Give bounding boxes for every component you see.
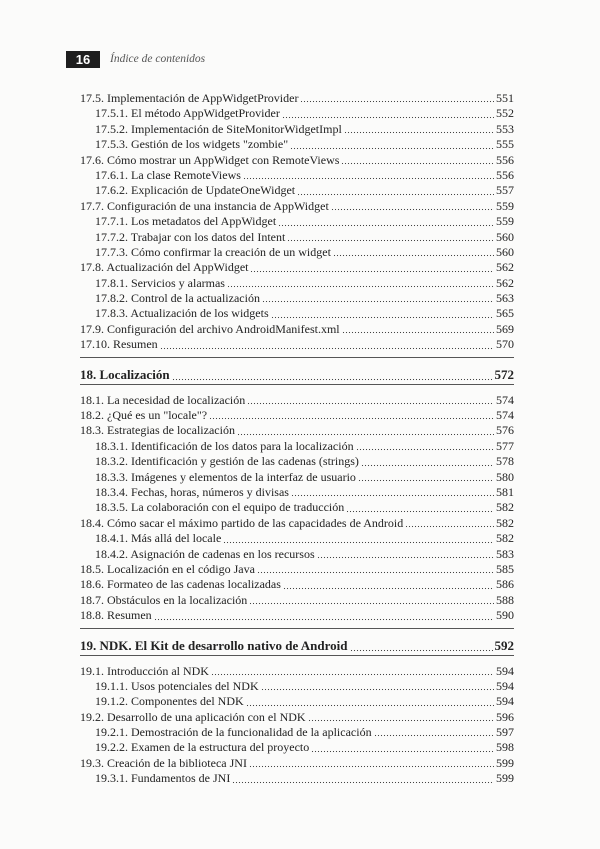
toc-entry (80, 91, 514, 106)
dot-leader (271, 309, 494, 319)
toc-entry (80, 423, 514, 438)
dot-leader (243, 170, 494, 180)
dot-leader (356, 441, 494, 451)
toc-entry-page: 574 (496, 408, 514, 423)
toc-entry (80, 276, 514, 291)
toc-entry-page: 583 (496, 546, 514, 561)
toc-entry-title: 19.2.1. Demostración de la funcionalidad de la aplicación (95, 725, 372, 740)
toc-entry-page: 570 (496, 337, 514, 352)
dot-leader (283, 580, 494, 590)
dot-leader (344, 124, 494, 134)
page-header (66, 50, 205, 68)
dot-leader (291, 487, 494, 497)
dot-leader (160, 340, 494, 350)
toc-entry-page: 551 (496, 91, 514, 105)
dot-leader (290, 140, 494, 150)
dot-leader (172, 371, 493, 381)
toc-entry-page: 557 (496, 183, 514, 198)
toc-entry-page: 559 (496, 198, 514, 213)
toc-entry-title: 18.3.5. La colaboración con el equipo de traducción (95, 500, 345, 515)
toc-entry-page: 599 (496, 771, 514, 786)
dot-leader (257, 564, 494, 574)
toc-chapter-entry (80, 637, 514, 655)
toc-entry (80, 531, 514, 546)
dot-leader (247, 395, 494, 405)
toc-entry-title: 18.3.2. Identificación y gestión de las cadenas (strings) (95, 454, 359, 469)
toc-entry (80, 740, 514, 755)
toc-entry (80, 230, 514, 245)
dot-leader (300, 93, 494, 103)
dot-leader (209, 410, 494, 420)
toc-entry-title: 18.1. La necesidad de localización (80, 392, 246, 407)
toc-entry (80, 337, 514, 352)
dot-leader (223, 534, 494, 544)
toc-entry (80, 245, 514, 260)
toc-entry-page: 563 (496, 291, 514, 306)
toc-entry-page: 572 (494, 366, 514, 382)
toc-entry-title: 18.7. Obstáculos en la localización (80, 592, 248, 607)
toc-entry-title: 18.8. Resumen (80, 608, 152, 623)
toc-chapter-entry (80, 366, 514, 384)
toc-entry-title: 18.5. Localización en el código Java (80, 561, 255, 576)
toc-entry-page: 586 (496, 577, 514, 592)
toc-entry-title: 17.9. Configuración del archivo AndroidManifest.xml (80, 321, 340, 336)
chapter-divider (80, 384, 514, 385)
toc-entry (80, 679, 514, 694)
dot-leader (237, 426, 494, 436)
dot-leader (297, 186, 494, 196)
toc-entry-title: 19.1. Introducción al NDK (80, 663, 209, 678)
toc-entry (80, 664, 514, 679)
dot-leader (287, 232, 494, 242)
toc-entry-title: 19.2.2. Examen de la estructura del proyecto (95, 740, 310, 755)
dot-leader (374, 727, 494, 737)
toc-entry-title: 17.8.2. Control de la actualización (95, 291, 260, 306)
toc-entry (80, 439, 514, 454)
toc-entry-page: 585 (496, 561, 514, 576)
toc-entry-page: 565 (496, 306, 514, 321)
dot-leader (358, 472, 494, 482)
toc-entry-title: 17.5.2. Implementación de SiteMonitorWidgetImpl (95, 121, 342, 136)
dot-leader (311, 743, 494, 753)
toc-entry-title: 18.4.2. Asignación de cadenas en los recursos (95, 546, 315, 561)
toc-entry-page: 590 (496, 608, 514, 623)
toc-entry-title: 17.6. Cómo mostrar un AppWidget con RemoteViews (80, 152, 340, 167)
chapter-divider (80, 655, 514, 656)
toc-entry (80, 322, 514, 337)
toc-entry-title: 17.5. Implementación de AppWidgetProvider (80, 91, 299, 105)
toc-entry-page: 555 (496, 137, 514, 152)
dot-leader (361, 457, 494, 467)
toc-entry (80, 183, 514, 198)
dot-leader (154, 611, 494, 621)
dot-leader (250, 263, 494, 273)
toc-entry-page: 582 (496, 500, 514, 515)
toc-entry-page: 556 (496, 152, 514, 167)
toc-entry (80, 106, 514, 121)
toc-entry-title: 17.7.1. Los metadatos del AppWidget (95, 214, 277, 229)
dot-leader (261, 681, 494, 691)
toc-entry-title: 17.8.3. Actualización de los widgets (95, 306, 269, 321)
toc-entry-title: 18. Localización (80, 366, 170, 382)
toc-entry (80, 168, 514, 183)
toc-entry-page: 580 (496, 469, 514, 484)
toc-entry-title: 18.4. Cómo sacar el máximo partido de las capacidades de Android (80, 515, 404, 530)
dot-leader (249, 758, 494, 768)
toc-entry (80, 485, 514, 500)
toc-entry (80, 199, 514, 214)
toc-entry-page: 588 (496, 592, 514, 607)
toc-entry-page: 594 (496, 678, 514, 693)
dot-leader (405, 518, 494, 528)
toc-entry-title: 17.5.1. El método AppWidgetProvider (95, 106, 280, 121)
toc-entry (80, 500, 514, 515)
table-of-contents (80, 91, 514, 787)
toc-entry-page: 596 (496, 709, 514, 724)
toc-entry (80, 393, 514, 408)
toc-entry (80, 408, 514, 423)
dot-leader (232, 774, 494, 784)
toc-entry (80, 291, 514, 306)
toc-entry-page: 582 (496, 531, 514, 546)
dot-leader (342, 324, 494, 334)
toc-entry-page: 592 (494, 637, 514, 653)
dot-leader (333, 247, 494, 257)
page-number: 16 (66, 51, 100, 68)
toc-entry (80, 470, 514, 485)
toc-entry-title: 18.3. Estrategias de localización (80, 423, 235, 438)
toc-entry (80, 153, 514, 168)
toc-entry (80, 771, 514, 786)
toc-entry-page: 556 (496, 167, 514, 182)
toc-entry (80, 260, 514, 275)
toc-entry (80, 577, 514, 592)
toc-entry (80, 306, 514, 321)
toc-entry-page: 578 (496, 454, 514, 469)
toc-entry-page: 560 (496, 244, 514, 259)
toc-entry-title: 19.3. Creación de la biblioteca JNI (80, 755, 247, 770)
toc-entry (80, 137, 514, 152)
toc-entry-page: 594 (496, 663, 514, 678)
dot-leader (278, 217, 494, 227)
toc-entry (80, 694, 514, 709)
toc-entry-title: 18.2. ¿Qué es un "locale"? (80, 408, 208, 423)
toc-entry (80, 608, 514, 623)
toc-entry (80, 122, 514, 137)
toc-entry-title: 18.3.3. Imágenes y elementos de la interfaz de usuario (95, 469, 356, 484)
toc-entry-title: 19.1.1. Usos potenciales del NDK (95, 678, 259, 693)
toc-entry-page: 581 (496, 484, 514, 499)
toc-entry-title: 18.4.1. Más allá del locale (95, 531, 222, 546)
toc-entry-title: 17.8. Actualización del AppWidget (80, 260, 249, 275)
toc-entry-title: 19.2. Desarrollo de una aplicación con el NDK (80, 709, 306, 724)
dot-leader (211, 666, 494, 676)
toc-entry (80, 547, 514, 562)
dot-leader (317, 549, 494, 559)
toc-entry (80, 710, 514, 725)
toc-entry-page: 559 (496, 214, 514, 229)
toc-entry (80, 593, 514, 608)
dot-leader (262, 293, 494, 303)
toc-entry-page: 576 (496, 423, 514, 438)
toc-entry (80, 725, 514, 740)
toc-entry-page: 569 (496, 321, 514, 336)
toc-entry-title: 17.7.2. Trabajar con los datos del Intent (95, 229, 286, 244)
toc-entry-title: 17.6.1. La clase RemoteViews (95, 167, 241, 182)
toc-entry-title: 17.8.1. Servicios y alarmas (95, 275, 225, 290)
dot-leader (282, 109, 494, 119)
dot-leader (249, 595, 494, 605)
toc-entry-page: 598 (496, 740, 514, 755)
toc-entry-page: 553 (496, 121, 514, 136)
toc-entry-title: 17.7. Configuración de una instancia de AppWidget (80, 198, 329, 213)
toc-entry-title: 17.7.3. Cómo confirmar la creación de un widget (95, 244, 331, 259)
toc-entry-page: 560 (496, 229, 514, 244)
toc-entry (80, 516, 514, 531)
toc-entry-title: 19. NDK. El Kit de desarrollo nativo de Android (80, 637, 348, 653)
running-title: Índice de contenidos (110, 53, 206, 65)
toc-entry-page: 582 (496, 515, 514, 530)
toc-entry-title: 19.1.2. Componentes del NDK (95, 694, 244, 709)
toc-entry-title: 18.3.4. Fechas, horas, números y divisas (95, 484, 289, 499)
toc-entry-title: 19.3.1. Fundamentos de JNI (95, 771, 231, 786)
toc-entry-title: 17.6.2. Explicación de UpdateOneWidget (95, 183, 296, 198)
dot-leader (227, 278, 494, 288)
toc-entry (80, 756, 514, 771)
dot-leader (350, 642, 493, 652)
toc-entry (80, 214, 514, 229)
toc-entry-page: 594 (496, 694, 514, 709)
toc-entry (80, 562, 514, 577)
dot-leader (346, 503, 494, 513)
toc-entry (80, 454, 514, 469)
dot-leader (308, 712, 494, 722)
dot-leader (246, 697, 494, 707)
toc-entry-page: 552 (496, 106, 514, 121)
toc-entry-page: 562 (496, 260, 514, 275)
dot-leader (341, 155, 494, 165)
toc-entry-page: 574 (496, 392, 514, 407)
toc-entry-title: 18.6. Formateo de las cadenas localizadas (80, 577, 281, 592)
toc-entry-title: 17.10. Resumen (80, 337, 158, 352)
toc-entry-page: 577 (496, 438, 514, 453)
toc-entry-page: 562 (496, 275, 514, 290)
toc-entry-title: 17.5.3. Gestión de los widgets "zombie" (95, 137, 289, 152)
toc-entry-title: 18.3.1. Identificación de los datos para la localización (95, 438, 354, 453)
dot-leader (331, 201, 494, 211)
toc-entry-page: 597 (496, 725, 514, 740)
toc-entry-page: 599 (496, 755, 514, 770)
